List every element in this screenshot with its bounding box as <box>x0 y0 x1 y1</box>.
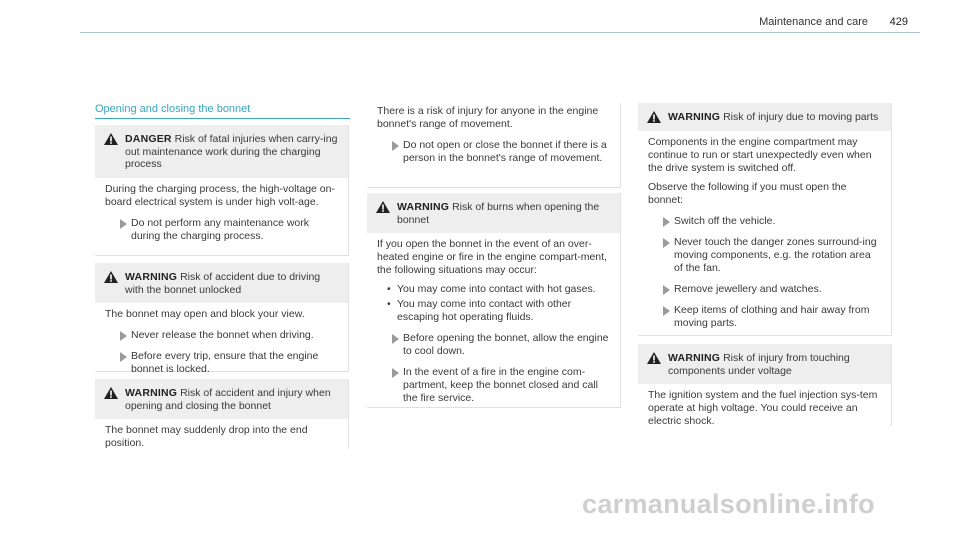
warning-heading: Risk of accident and injury when opening and closing the bonnet <box>125 387 331 412</box>
instruction-step <box>377 332 610 358</box>
warning-box-burns <box>367 193 621 408</box>
instruction-step <box>105 217 338 243</box>
warning-triangle-icon <box>376 201 390 213</box>
warning-header <box>638 344 891 384</box>
warning-triangle-icon <box>647 111 661 123</box>
step-text: Switch off the vehicle. <box>674 214 776 227</box>
warning-box-moving-parts <box>638 103 892 336</box>
instruction-step <box>377 366 610 405</box>
bullet-text: You may come into contact with hot gases. <box>397 283 596 295</box>
list-item <box>377 283 610 296</box>
arrow-icon <box>120 331 127 341</box>
warning-header <box>638 103 891 131</box>
step-text: In the event of a fire in the engine com-partment, keep the bonnet closed and call the fire service. <box>403 366 598 404</box>
warning-keyword: WARNING <box>125 387 178 399</box>
arrow-icon <box>663 238 670 248</box>
danger-body: During the charging process, the high-voltage on-board electrical system is under high volt-age. <box>105 182 335 208</box>
bullet-text: You may come into contact with other escaping hot operating fluids. <box>397 298 572 323</box>
column-1 <box>95 103 350 119</box>
bullet-icon: • <box>387 298 391 310</box>
warning-body: Components in the engine compartment may continue to run or start unexpectedly even when the drive system is switched off. <box>648 135 872 174</box>
warning-body-2: Observe the following if you must open the bonnet: <box>648 180 847 206</box>
step-text: Never release the bonnet when driving. <box>131 329 314 341</box>
list-item <box>377 298 610 324</box>
arrow-icon <box>663 306 670 316</box>
warning-triangle-icon <box>104 133 118 145</box>
instruction-step <box>105 329 338 342</box>
danger-box <box>95 125 349 256</box>
warning-body: The bonnet may suddenly drop into the end position. <box>105 424 308 449</box>
instruction-step <box>377 139 610 165</box>
section-title: Maintenance and care <box>759 16 868 28</box>
instruction-step <box>648 236 881 275</box>
step-text: Remove jewellery and watches. <box>674 282 822 295</box>
intro-text: There is a risk of injury for anyone in the engine bonnet's range of movement. <box>377 105 599 130</box>
warning-keyword: WARNING <box>397 201 450 213</box>
warning-body: If you open the bonnet in the event of an over-heated engine or fire in the engine compart-ment, the following situations may occur: <box>377 238 607 276</box>
warning-header <box>367 193 620 233</box>
bullet-icon: • <box>387 283 391 295</box>
warning-keyword: WARNING <box>668 111 721 123</box>
arrow-icon <box>663 217 670 227</box>
warning-keyword: WARNING <box>668 352 721 364</box>
step-text: Before opening the bonnet, allow the engine to cool down. <box>403 332 609 357</box>
arrow-icon <box>392 141 399 151</box>
page-header <box>80 14 920 33</box>
arrow-icon <box>392 334 399 344</box>
warning-triangle-icon <box>104 271 118 283</box>
step-text: Before every trip, ensure that the engine bonnet is locked. <box>131 350 319 375</box>
warning-heading: Risk of accident due to driving with the bonnet unlocked <box>125 271 321 296</box>
warning-triangle-icon <box>647 352 661 364</box>
instruction-step <box>648 283 881 296</box>
warning-keyword: WARNING <box>125 271 178 283</box>
warning-header <box>95 263 348 303</box>
warning-box-injury <box>95 379 349 449</box>
warning-body: The ignition system and the fuel injection sys-tem operate at high voltage. You could receive an electric shock. <box>648 389 878 427</box>
warning-box-voltage <box>638 344 892 426</box>
danger-header <box>95 125 348 178</box>
section-heading: Opening and closing the bonnet <box>95 103 350 119</box>
instruction-step <box>648 215 881 228</box>
step-text: Do not perform any maintenance work during the charging process. <box>131 216 310 242</box>
continued-box <box>367 103 621 188</box>
warning-heading: Risk of burns when opening the bonnet <box>397 201 600 226</box>
step-text: Do not open or close the bonnet if there is a person in the bonnet's range of movement. <box>403 139 607 164</box>
warning-heading: Risk of injury due to moving parts <box>723 111 879 123</box>
instruction-step <box>105 350 338 376</box>
danger-heading: Risk of fatal injuries when carry-ing out maintenance work during the charging process <box>125 133 338 170</box>
watermark: carmanualsonline.info <box>582 489 875 519</box>
warning-heading: Risk of injury from touching components under voltage <box>668 352 850 377</box>
warning-box-driving <box>95 263 349 375</box>
danger-keyword: DANGER <box>125 133 172 145</box>
instruction-step <box>648 304 881 330</box>
arrow-icon <box>663 285 670 295</box>
step-text: Never touch the danger zones surround-ing moving components, e.g. the rotation area of the fan. <box>674 235 877 274</box>
arrow-icon <box>120 352 127 362</box>
arrow-icon <box>120 219 127 229</box>
arrow-icon <box>392 368 399 378</box>
warning-body: The bonnet may open and block your view. <box>105 308 305 320</box>
step-text: Keep items of clothing and hair away from moving parts. <box>674 303 870 329</box>
warning-triangle-icon <box>104 387 118 399</box>
warning-header <box>95 379 348 419</box>
page-number: 429 <box>889 16 908 28</box>
